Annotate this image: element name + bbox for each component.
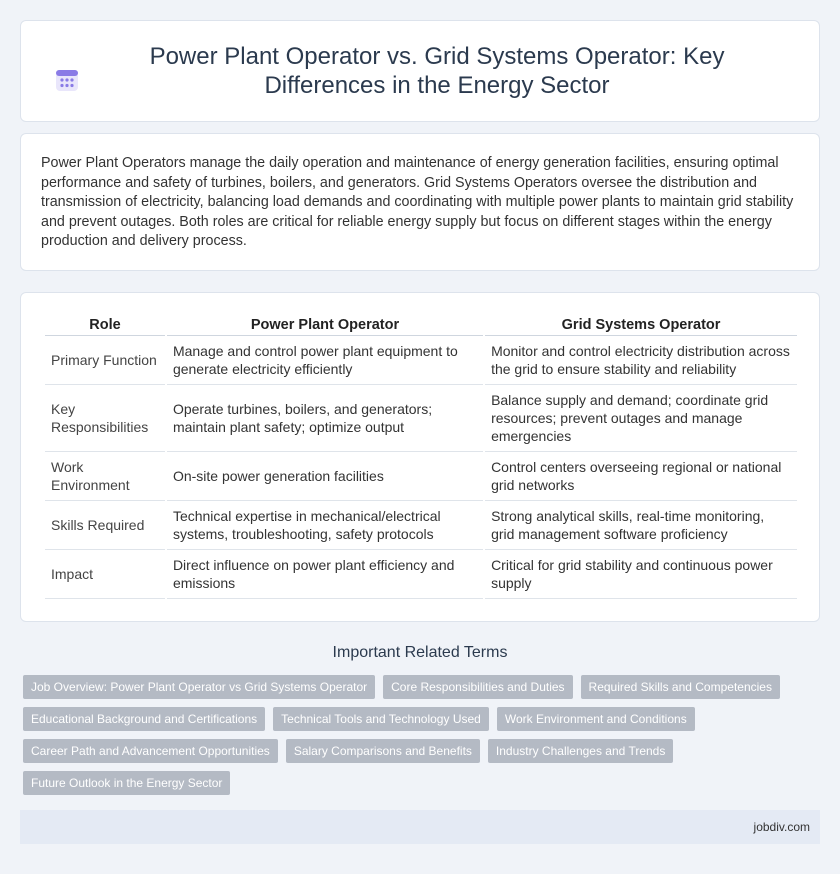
related-term-tag[interactable]: Technical Tools and Technology Used [273, 707, 489, 731]
table-header-row [45, 313, 797, 336]
table-row [45, 452, 797, 501]
header-grid-systems-operator: Grid Systems Operator [485, 313, 797, 336]
header-role: Role [45, 313, 165, 336]
page-title: Power Plant Operator vs. Grid Systems Operator: Key Differences in the Energy Sector [149, 43, 725, 99]
related-term-tag[interactable]: Future Outlook in the Energy Sector [23, 771, 230, 795]
header-card [20, 20, 820, 122]
row-label: Impact [45, 550, 165, 599]
related-terms-list [23, 675, 823, 795]
intro-text: Power Plant Operators manage the daily operation and maintenance of energy generation facilities, ensuring optimal performance and safety of turbines, boilers, and generators. Grid Systems Operators oversee the distribution and transmission of electricity, balancing load demands and coordinating with multiple power plants to maintain grid stability and prevent outages. Both roles are critical for reliable energy supply but focus on different stages within the energy production and delivery process. [41, 155, 794, 249]
table-row [45, 501, 797, 550]
related-term-tag[interactable]: Career Path and Advancement Opportunities [23, 739, 278, 763]
table-row [45, 385, 797, 452]
table-row [45, 336, 797, 385]
grid-systems-cell: Strong analytical skills, real-time monitoring, grid management software proficiency [485, 501, 797, 550]
related-terms-title: Important Related Terms [332, 644, 508, 661]
power-plant-cell: Operate turbines, boilers, and generators; maintain plant safety; optimize output [167, 385, 483, 452]
calendar-icon [53, 66, 81, 94]
title-wrap [50, 42, 790, 100]
grid-systems-cell: Control centers overseeing regional or national grid networks [485, 452, 797, 501]
related-term-tag[interactable]: Industry Challenges and Trends [488, 739, 673, 763]
related-term-tag[interactable]: Salary Comparisons and Benefits [286, 739, 480, 763]
related-term-tag[interactable]: Required Skills and Competencies [581, 675, 780, 699]
row-label: Key Responsibilities [45, 385, 165, 452]
power-plant-cell: Technical expertise in mechanical/electrical systems, troubleshooting, safety protocols [167, 501, 483, 550]
grid-systems-cell: Monitor and control electricity distribution across the grid to ensure stability and reliability [485, 336, 797, 385]
power-plant-cell: Manage and control power plant equipment to generate electricity efficiently [167, 336, 483, 385]
power-plant-cell: Direct influence on power plant efficiency and emissions [167, 550, 483, 599]
row-label: Skills Required [45, 501, 165, 550]
table-row [45, 550, 797, 599]
power-plant-cell: On-site power generation facilities [167, 452, 483, 501]
grid-systems-cell: Critical for grid stability and continuous power supply [485, 550, 797, 599]
related-term-tag[interactable]: Educational Background and Certifications [23, 707, 265, 731]
related-term-tag[interactable]: Work Environment and Conditions [497, 707, 695, 731]
comparison-table [43, 313, 799, 599]
footer [20, 810, 820, 844]
related-term-tag[interactable]: Job Overview: Power Plant Operator vs Grid Systems Operator [23, 675, 375, 699]
related-term-tag[interactable]: Core Responsibilities and Duties [383, 675, 572, 699]
row-label: Work Environment [45, 452, 165, 501]
row-label: Primary Function [45, 336, 165, 385]
header-power-plant-operator: Power Plant Operator [167, 313, 483, 336]
comparison-card [20, 292, 820, 622]
intro-card [20, 133, 820, 271]
footer-site-link[interactable]: jobdiv.com [753, 820, 810, 834]
grid-systems-cell: Balance supply and demand; coordinate grid resources; prevent outages and manage emergencies [485, 385, 797, 452]
